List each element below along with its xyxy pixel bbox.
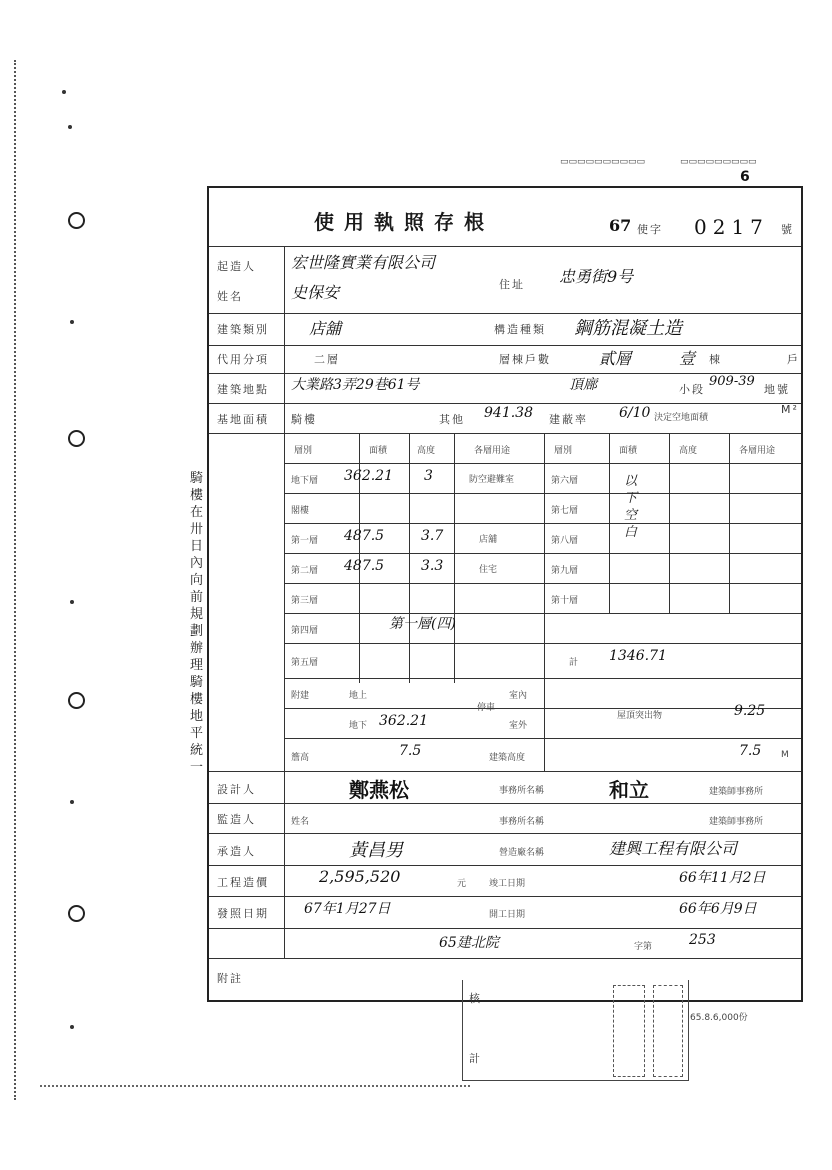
right-floor-label: 第八層 <box>551 536 579 546</box>
annex-label: 附建 <box>291 691 310 701</box>
below-area: 362.21 <box>379 713 428 729</box>
margin-mark <box>70 320 74 324</box>
use-header-label: 各層用途 <box>474 446 511 456</box>
margin-mark <box>62 90 66 94</box>
permit-ref: 65建北院 <box>439 935 499 951</box>
location-value: 大業路3弄29巷61号 <box>291 377 420 393</box>
reception-stamp: ▭▭▭▭▭▭▭▭▭▭ ▭▭▭▭▭▭▭▭▭ 6 <box>560 157 757 185</box>
site-area-label: 基地面積 <box>217 413 269 426</box>
structure-value: 鋼筋混凝土造 <box>574 318 682 339</box>
name-value: 史保安 <box>291 283 340 302</box>
permit-suffix: 號 <box>781 223 794 236</box>
floor-row-label: 第四層 <box>291 626 319 636</box>
total-value: 1346.71 <box>609 648 667 664</box>
floor-row-use: 店舖 <box>479 535 498 545</box>
floor-header-right: 層別 <box>554 446 573 456</box>
outdoor-label: 室外 <box>509 721 528 731</box>
official-stamp <box>613 985 645 1077</box>
floor-row-label: 第二層 <box>291 566 319 576</box>
land-suffix: 地號 <box>764 383 790 396</box>
margin-mark <box>70 800 74 804</box>
coverage-label: 建蔽率 <box>549 413 588 426</box>
margin-mark <box>70 600 74 604</box>
unit-household: 戶 <box>787 353 800 366</box>
floor-row-height: 3.3 <box>421 558 444 574</box>
height-unit: M <box>781 750 789 760</box>
floors-label: 代用分項 <box>217 353 269 366</box>
permit-number: 0217 <box>694 215 769 239</box>
footer-note: 65.8.6,000份 <box>690 1013 748 1023</box>
floor-row-area: 362.21 <box>344 468 393 484</box>
arcade-label: 騎樓 <box>291 413 317 426</box>
floor-row-label: 第五層 <box>291 658 319 668</box>
floor-row-label: 地下層 <box>291 476 319 486</box>
indoor-label: 室內 <box>509 691 528 701</box>
permit-ref-label: 字第 <box>634 942 653 952</box>
designer-label: 設計人 <box>217 783 256 796</box>
supervisor-label: 監造人 <box>217 813 256 826</box>
structure-label: 構造種類 <box>494 323 546 336</box>
area-header-label: 面積 <box>369 446 388 456</box>
contractor-value: 黃昌男 <box>349 840 403 861</box>
land-subsection: 小段 <box>679 383 705 396</box>
right-floor-label: 第十層 <box>551 596 579 606</box>
binder-hole <box>68 905 85 922</box>
binder-hole <box>68 430 85 447</box>
supervisor-name-label: 姓名 <box>291 817 310 827</box>
contractor-firm-value: 建興工程有限公司 <box>609 839 738 858</box>
above-label: 地上 <box>349 691 368 701</box>
scan-edge-bottom <box>40 1085 470 1087</box>
margin-mark <box>68 125 72 129</box>
permit-middle: 使字 <box>637 223 663 236</box>
margin-mark <box>70 1025 74 1029</box>
firm-suffix: 建築師事務所 <box>709 787 764 797</box>
floor-row-height: 3 <box>424 468 433 484</box>
floor-row-use: 住宅 <box>479 565 498 575</box>
floor-row-area: 487.5 <box>344 528 385 544</box>
total-label: 計 <box>569 658 579 668</box>
floor-row-label: 第一層 <box>291 536 319 546</box>
right-floor-label: 第六層 <box>551 476 579 486</box>
zoning-label: 決定空地面積 <box>654 413 709 423</box>
cost-value: 2,595,520 <box>319 867 401 886</box>
finish-label: 開工日期 <box>489 910 526 920</box>
check-sum-label: 計 <box>469 1052 482 1065</box>
floor-row-height: 3.7 <box>421 528 444 544</box>
land-section: 頂廍 <box>569 377 597 393</box>
floor-header-label: 層別 <box>294 446 313 456</box>
floor-circled-note: 第一層(四) <box>389 616 456 632</box>
binder-hole <box>68 212 85 229</box>
building-type-label: 建築類別 <box>217 323 269 336</box>
location-label: 建築地點 <box>217 383 269 396</box>
name-label: 姓名 <box>217 290 243 303</box>
building-type-value: 店舖 <box>309 319 342 338</box>
page-title: 使用執照存根 <box>314 210 494 234</box>
floor-row-use: 防空避難室 <box>469 475 515 485</box>
other-label: 其他 <box>439 413 465 426</box>
official-stamp <box>653 985 683 1077</box>
address-value: 忠勇街9号 <box>559 267 634 286</box>
permit-prefix: 67 <box>609 216 632 235</box>
check-column-label: 核 <box>469 992 482 1005</box>
floor-row-area: 487.5 <box>344 558 385 574</box>
issue-label: 發照日期 <box>217 907 269 920</box>
right-floor-label: 第九層 <box>551 566 579 576</box>
coverage-value: 6/10 <box>619 405 651 421</box>
check-box <box>462 980 689 1081</box>
height-value: 7.5 <box>739 743 762 759</box>
below-label: 地下 <box>349 721 368 731</box>
floor-count-label: 層棟戶數 <box>499 353 551 366</box>
right-floor-label: 第七層 <box>551 506 579 516</box>
finish-value: 66年6月9日 <box>679 901 757 917</box>
floor-count-value: 貳層 <box>599 349 632 368</box>
contractor-firm-label: 營造廠名稱 <box>499 848 545 858</box>
unit-suffix: 棟 <box>709 353 722 366</box>
start-value: 66年11月2日 <box>679 870 766 886</box>
other-area: 941.38 <box>484 405 533 421</box>
height-header-right: 高度 <box>679 446 698 456</box>
eaves-label: 簷高 <box>291 753 310 763</box>
issue-value: 67年1月27日 <box>304 901 391 917</box>
address-label: 住址 <box>499 278 525 291</box>
use-header-right: 各層用途 <box>739 446 776 456</box>
designer-firm-value: 和立 <box>609 778 649 802</box>
scan-edge <box>14 60 24 1100</box>
side-note: 騎樓在卅日內向前規劃辦理騎樓地平統一 <box>190 471 204 775</box>
area-header-right: 面積 <box>619 446 638 456</box>
builder-label: 起造人 <box>217 260 256 273</box>
builder-value: 宏世隆實業有限公司 <box>291 253 436 272</box>
eaves-value: 7.5 <box>399 743 422 759</box>
permit-form <box>207 186 803 1002</box>
cost-label: 工程造價 <box>217 876 269 889</box>
cost-unit: 元 <box>457 879 467 889</box>
designer-value: 鄭燕松 <box>349 778 409 802</box>
corner-stamp-number: 6 <box>740 169 750 185</box>
floors-value: 二層 <box>314 353 340 366</box>
site-area-unit: M² <box>781 403 799 416</box>
binder-hole <box>68 692 85 709</box>
floor-row-label: 閣樓 <box>291 506 310 516</box>
permit-ref-no: 253 <box>689 932 716 948</box>
land-no: 909-39 <box>709 374 755 389</box>
roof-value: 9.25 <box>734 703 766 719</box>
contractor-label: 承造人 <box>217 845 256 858</box>
units-value: 壹 <box>679 349 696 368</box>
roof-label: 屋頂突出物 <box>617 711 663 721</box>
remarks-label: 附註 <box>217 972 243 985</box>
floor-row-label: 第三層 <box>291 596 319 606</box>
height-label: 建築高度 <box>489 753 526 763</box>
parking-label: 停車 <box>477 703 496 713</box>
designer-firm-label: 事務所名稱 <box>499 786 545 796</box>
blank-note: 以下空白 <box>624 474 638 540</box>
start-label: 竣工日期 <box>489 879 526 889</box>
firm-suffix: 建築師事務所 <box>709 817 764 827</box>
height-header-label: 高度 <box>417 446 436 456</box>
supervisor-firm-label: 事務所名稱 <box>499 817 545 827</box>
